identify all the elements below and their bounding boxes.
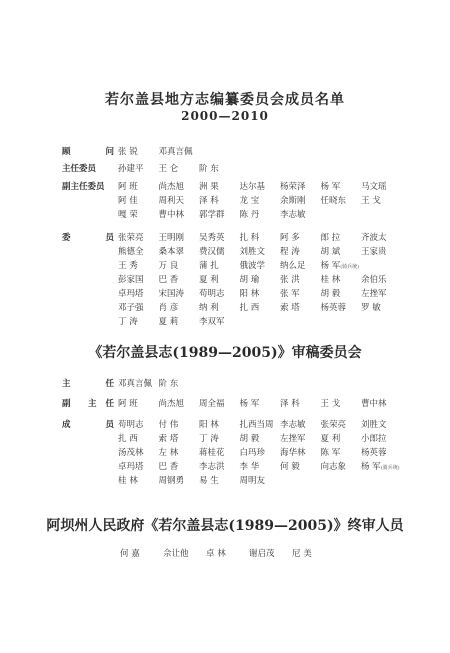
members-row bbox=[0, 259, 450, 273]
review-title: 《若尔盖县志(1989—2005)》审稿委员会 bbox=[88, 345, 362, 361]
vice-block bbox=[0, 180, 450, 222]
vice-row bbox=[0, 208, 450, 222]
role-label-part: 副 bbox=[62, 399, 71, 409]
person-name: 罗 敏 bbox=[361, 303, 381, 313]
person-name: 李志敏 bbox=[280, 420, 306, 430]
vice-label bbox=[62, 180, 114, 194]
person-name: 周利天 bbox=[158, 196, 185, 206]
person-name: 杨荣泽 bbox=[280, 182, 306, 192]
person-name: 索 塔 bbox=[280, 303, 300, 313]
person-name: 胡 瑜 bbox=[239, 275, 260, 285]
years-subtitle: 2000—2010 bbox=[181, 109, 269, 123]
person-name: 丁 涛 bbox=[118, 317, 138, 327]
final-title: 阿坝州人民政府《若尔盖县志(1989—2005)》终审人员 bbox=[46, 518, 404, 534]
role-label-part: 主 bbox=[88, 399, 97, 409]
person-name: 熊德全 bbox=[118, 247, 144, 257]
person-name: 肖 彦 bbox=[158, 303, 179, 313]
review-members-row bbox=[0, 432, 450, 446]
person-name: 巴 香 bbox=[158, 462, 179, 472]
person-name: 陈 丹 bbox=[239, 210, 260, 220]
person-name: 王明刚 bbox=[158, 233, 185, 243]
person-name: 夏 利 bbox=[199, 275, 219, 285]
person-name: 桂 林 bbox=[118, 476, 138, 486]
person-name: 苟明志 bbox=[199, 289, 225, 299]
person-name: 李志敏 bbox=[280, 210, 306, 220]
person-name: 卓 林 bbox=[206, 549, 226, 559]
person-name: 谢启茂 bbox=[249, 549, 275, 559]
person-name: 夏 莉 bbox=[158, 317, 179, 327]
review-members-row bbox=[0, 418, 450, 432]
person-name: 张荣亮 bbox=[320, 420, 347, 430]
review-director-row bbox=[0, 377, 450, 391]
review-vice-label bbox=[62, 397, 114, 411]
person-name: 达尔基 bbox=[239, 182, 266, 192]
person-name: 扎 西 bbox=[239, 303, 260, 313]
person-name: 周钢勇 bbox=[158, 476, 185, 486]
person-name: 白玛珍 bbox=[239, 448, 266, 458]
person-name: 孙建平 bbox=[118, 164, 144, 174]
members-row bbox=[0, 315, 450, 329]
person-name: 扎 西 bbox=[118, 434, 138, 444]
person-name: 胡 毅 bbox=[239, 434, 260, 444]
person-name: 索 塔 bbox=[158, 434, 179, 444]
role-label-part: 委 bbox=[62, 233, 71, 243]
person-name: 左 林 bbox=[158, 448, 179, 458]
person-name: 何 嘉 bbox=[120, 549, 140, 559]
person-name: 齐波太 bbox=[361, 233, 387, 243]
person-name: 王 秀 bbox=[118, 261, 138, 271]
members-row bbox=[0, 273, 450, 287]
person-name: 周明友 bbox=[239, 476, 266, 486]
person-name: 阿 多 bbox=[280, 233, 300, 243]
person-name: 张荣亮 bbox=[118, 233, 144, 243]
person-name: 左挫军 bbox=[361, 289, 387, 299]
person-name: 阿 班 bbox=[118, 399, 138, 409]
director-label bbox=[62, 162, 114, 176]
person-name: 万 良 bbox=[158, 261, 179, 271]
person-name: 纳 利 bbox=[199, 303, 219, 313]
person-name: 周全福 bbox=[199, 399, 225, 409]
person-name: 何 毅 bbox=[280, 462, 300, 472]
person-name: 苟明志 bbox=[118, 420, 144, 430]
person-name: 蒋桂花 bbox=[199, 448, 225, 458]
person-name: 杨 军 bbox=[320, 182, 341, 192]
person-name: 邓子强 bbox=[118, 303, 144, 313]
review-members-row bbox=[0, 446, 450, 460]
person-name: 刘胜文 bbox=[361, 420, 387, 430]
person-name: 纳么足 bbox=[280, 261, 306, 271]
members-row bbox=[0, 245, 450, 259]
person-name: 卓玛塔 bbox=[118, 462, 144, 472]
person-name: 洲 果 bbox=[199, 182, 219, 192]
review-vice-row bbox=[0, 397, 450, 411]
person-name: 彭家国 bbox=[118, 275, 144, 285]
person-name: 阶 东 bbox=[158, 379, 179, 389]
person-name: 王 戈 bbox=[320, 399, 341, 409]
name-note: (骑兵统) bbox=[340, 264, 360, 270]
role-label-part: 顾 bbox=[62, 147, 71, 157]
advisors-row bbox=[0, 145, 450, 159]
person-name: 陈 军 bbox=[320, 448, 341, 458]
person-name: 王 仑 bbox=[158, 164, 179, 174]
review-members-row bbox=[0, 474, 450, 488]
person-name: 曹中林 bbox=[158, 210, 185, 220]
person-name: 张 锐 bbox=[118, 147, 138, 157]
person-name: 宋国涛 bbox=[158, 289, 185, 299]
person-name: 俄波学 bbox=[239, 261, 266, 271]
person-name: 杨 军(骑兵统) bbox=[361, 462, 400, 472]
person-name: 蒲 扎 bbox=[199, 261, 219, 271]
person-name: 李志洪 bbox=[199, 462, 225, 472]
members-block bbox=[0, 231, 450, 329]
person-name: 泽 科 bbox=[199, 196, 219, 206]
role-label-part: 任 bbox=[105, 399, 114, 409]
person-name: 易 生 bbox=[199, 476, 219, 486]
person-name: 余斯刚 bbox=[280, 196, 306, 206]
person-name: 刘胜文 bbox=[239, 247, 266, 257]
person-name: 张 军 bbox=[280, 289, 300, 299]
role-label-part: 成 bbox=[62, 420, 71, 430]
name-note: (骑兵统) bbox=[380, 465, 400, 471]
person-name: 邓真言佩 bbox=[158, 147, 193, 157]
person-name: 左挫军 bbox=[280, 434, 306, 444]
person-name: 胡 毅 bbox=[320, 289, 341, 299]
committee-section bbox=[0, 145, 450, 329]
person-name: 付 伟 bbox=[158, 420, 179, 430]
person-name: 吴秀英 bbox=[199, 233, 225, 243]
person-name: 桑本翠 bbox=[158, 247, 185, 257]
person-name: 桂 林 bbox=[320, 275, 341, 285]
role-label-part: 主 bbox=[62, 379, 71, 389]
person-name: 郭学群 bbox=[199, 210, 225, 220]
person-name: 阳 林 bbox=[239, 289, 260, 299]
review-members-row bbox=[0, 460, 450, 474]
person-name: 费汉儒 bbox=[199, 247, 225, 257]
members-label bbox=[62, 231, 114, 245]
person-name: 泽 科 bbox=[280, 399, 300, 409]
person-name: 向志象 bbox=[320, 462, 347, 472]
person-name: 嘎 荣 bbox=[118, 210, 138, 220]
person-name: 杨英蓉 bbox=[361, 448, 387, 458]
person-name: 曹中林 bbox=[361, 399, 387, 409]
person-name: 小郎拉 bbox=[361, 434, 387, 444]
review-director-label bbox=[62, 377, 114, 391]
person-name: 卓玛塔 bbox=[118, 289, 144, 299]
review-members-block bbox=[0, 418, 450, 488]
person-name: 夏 利 bbox=[320, 434, 341, 444]
person-name: 汤茂林 bbox=[118, 448, 144, 458]
person-name: 龙 宝 bbox=[239, 196, 260, 206]
person-name: 郎 拉 bbox=[320, 233, 341, 243]
advisors-label bbox=[62, 145, 114, 159]
person-name: 杨英蓉 bbox=[320, 303, 347, 313]
person-name: 尼 美 bbox=[292, 549, 312, 559]
vice-row bbox=[0, 180, 450, 194]
members-row bbox=[0, 287, 450, 301]
person-name: 王家贵 bbox=[361, 247, 387, 257]
person-name: 李 华 bbox=[239, 462, 260, 472]
person-name: 任晓东 bbox=[320, 196, 347, 206]
person-name: 王 戈 bbox=[361, 196, 381, 206]
person-name: 邓真言佩 bbox=[118, 379, 153, 389]
person-name: 巴 香 bbox=[158, 275, 179, 285]
person-name: 尚杰旭 bbox=[158, 182, 185, 192]
person-name: 扎西当周 bbox=[239, 420, 274, 430]
members-row bbox=[0, 231, 450, 245]
role-label-part: 副主任委员 bbox=[62, 182, 105, 192]
person-name: 胡 斌 bbox=[320, 247, 341, 257]
role-label-part: 员 bbox=[105, 420, 114, 430]
person-name: 杨 军(骑兵统) bbox=[320, 261, 360, 271]
person-name: 佘让他 bbox=[163, 549, 189, 559]
members-row bbox=[0, 301, 450, 315]
person-name: 阶 东 bbox=[199, 164, 219, 174]
person-name: 阳 林 bbox=[199, 420, 219, 430]
person-name: 阿 佳 bbox=[118, 196, 138, 206]
person-name: 程 涛 bbox=[280, 247, 300, 257]
person-name: 马文瑶 bbox=[361, 182, 387, 192]
person-name: 余伯乐 bbox=[361, 275, 387, 285]
vice-row bbox=[0, 194, 450, 208]
person-name: 阿 班 bbox=[118, 182, 138, 192]
role-label-part: 主任委员 bbox=[62, 164, 97, 174]
person-name: 李双军 bbox=[199, 317, 225, 327]
person-name: 丁 涛 bbox=[199, 434, 219, 444]
person-name: 海华林 bbox=[280, 448, 306, 458]
role-label-part: 任 bbox=[105, 379, 114, 389]
director-row bbox=[0, 162, 450, 176]
person-name: 扎 科 bbox=[239, 233, 260, 243]
role-label-part: 员 bbox=[105, 233, 114, 243]
person-name: 尚杰旭 bbox=[158, 399, 185, 409]
review-section bbox=[0, 377, 450, 488]
review-members-label bbox=[62, 418, 114, 432]
role-label-part: 问 bbox=[105, 147, 114, 157]
person-name: 张 洪 bbox=[280, 275, 300, 285]
main-title: 若尔盖县地方志编纂委员会成员名单 bbox=[105, 92, 345, 108]
person-name: 杨 军 bbox=[239, 399, 260, 409]
